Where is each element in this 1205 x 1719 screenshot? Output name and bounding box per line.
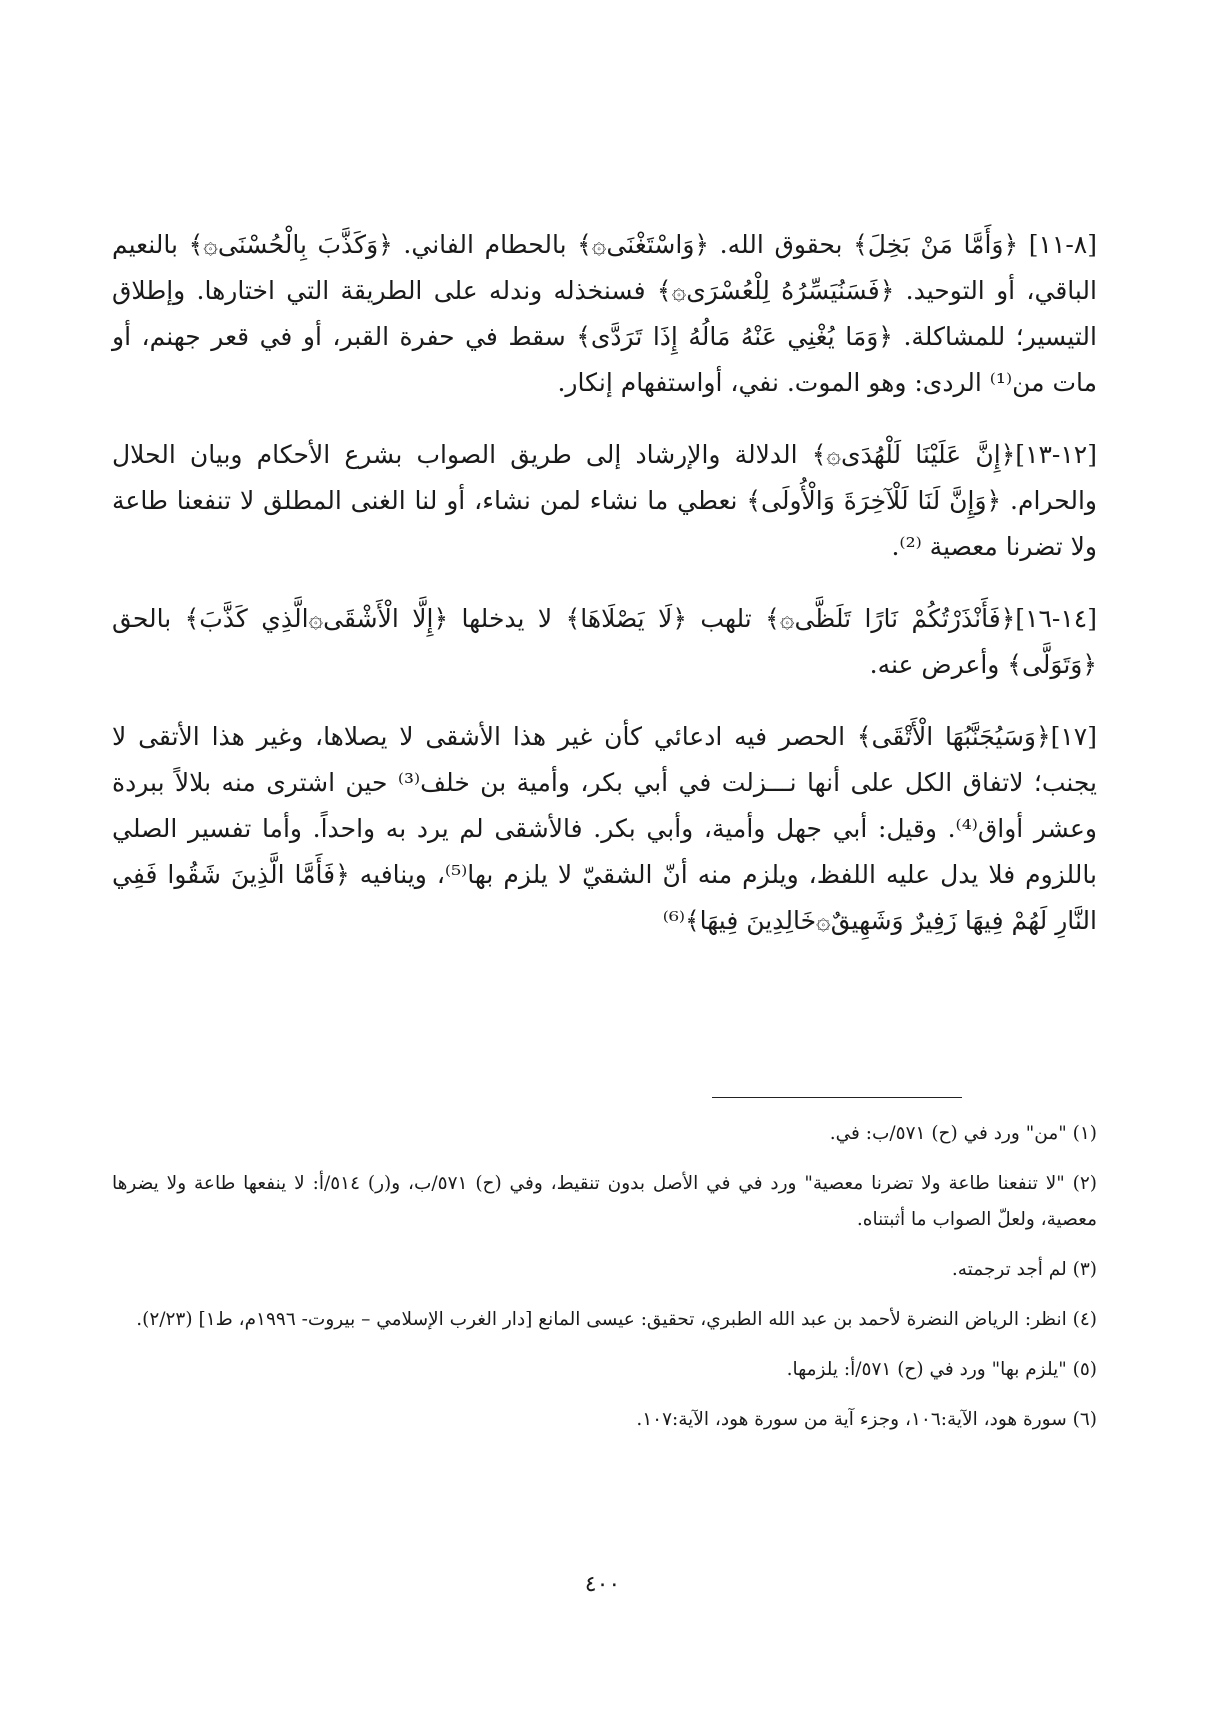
footnote-5: (٥) "يلزم بها" ورد في (ح) ٥٧١/أ: يلزمها.	[786, 1359, 1097, 1380]
main-text	[112, 222, 1097, 970]
paragraph-verses-12-13: [١٢-١٣]﴿إِنَّ عَلَيْنَا لَلْهُدَى۞﴾ الدلالة والإرشاد إلى طريق الصواب بشرع الأحكام وبيان الحلال والحرام. ﴿وَإِنَّ لَنَا لَلْآخِرَةَ وَالْأُولَى﴾ نعطي ما نشاء لمن نشاء، أو لنا الغنى المطلق لا تنفعنا طاعة ولا تضرنا معصية ⁽²⁾.	[112, 440, 1097, 561]
paragraph-verse-17: [١٧]﴿وَسَيُجَنَّبُهَا الْأَتْقَى﴾ الحصر فيه ادعائي كأن غير هذا الأشقى لا يصلاها، وغير هذا الأتقى لا يجنب؛ لاتفاق الكل على أنها نـــزلت في أبي بكر، وأمية بن خلف⁽³⁾ حين اشترى منه بلالاً ببردة وعشر أواق⁽⁴⁾. وقيل: أبي جهل وأمية، وأبي بكر. فالأشقى لم يرد به واحداً. وأما تفسير الصلي باللزوم فلا يدل عليه اللفظ، ويلزم منه أنّ الشقيّ لا يلزم بها⁽⁵⁾، وينافيه ﴿فَأَمَّا الَّذِينَ شَقُوا فَفِي النَّارِ لَهُمْ فِيهَا زَفِيرٌ وَشَهِيقٌ۞خَالِدِينَ فِيهَا﴾⁽⁶⁾	[112, 722, 1098, 935]
footnote-2: (٢) "لا تنفعنا طاعة ولا تضرنا معصية" ورد في في الأصل بدون تنقيط، وفي (ح) ٥٧١/ب، و(ر) ٥١٤/أ: لا ينفعها طاعة ولا يضرها معصية، ولعلّ الصواب ما أثبتناه.	[112, 1173, 1098, 1230]
footnote-1: (١) "من" ورد في (ح) ٥٧١/ب: في.	[829, 1123, 1097, 1144]
paragraph-verses-8-11: [٨-١١] ﴿وَأَمَّا مَنْ بَخِلَ﴾ بحقوق الله. ﴿وَاسْتَغْنَى۞﴾ بالحطام الفاني. ﴿وَكَذَّبَ بِالْحُسْنَى۞﴾ بالنعيم الباقي، أو التوحيد. ﴿فَسَنُيَسِّرُهُ لِلْعُسْرَى۞﴾ فسنخذله وندله على الطريقة التي اختارها. وإطلاق التيسير؛ للمشاكلة. ﴿وَمَا يُغْنِي عَنْهُ مَالُهُ إِذَا تَرَدَّى﴾ سقط في حفرة القبر، أو في قعر جهنم، أو مات من⁽¹⁾ الردى: وهو الموت. نفي، أواستفهام إنكار.	[112, 230, 1097, 397]
paragraph-verses-14-16: [١٤-١٦]﴿فَأَنْذَرْتُكُمْ نَارًا تَلَظَّى۞﴾ تلهب ﴿لَا يَصْلَاهَا﴾ لا يدخلها ﴿إِلَّا الْأَشْقَى۞الَّذِي كَذَّبَ﴾ بالحق ﴿وَتَوَلَّى﴾ وأعرض عنه.	[112, 604, 1097, 679]
footnotes	[112, 1116, 1097, 1452]
footnote-4: (٤) انظر: الرياض النضرة لأحمد بن عبد الله الطبري، تحقيق: عيسى المانع [دار الغرب الإسلامي – بيروت- ١٩٩٦م، ط١] (٢/٢٣).	[136, 1309, 1097, 1330]
page-number: ٤٠٠	[584, 1572, 621, 1597]
footnote-6: (٦) سورة هود، الآية:١٠٦، وجزء آية من سورة هود، الآية:١٠٧.	[636, 1409, 1097, 1430]
footnote-3: (٣) لم أجد ترجمته.	[951, 1259, 1097, 1280]
footnote-separator	[712, 1097, 962, 1098]
